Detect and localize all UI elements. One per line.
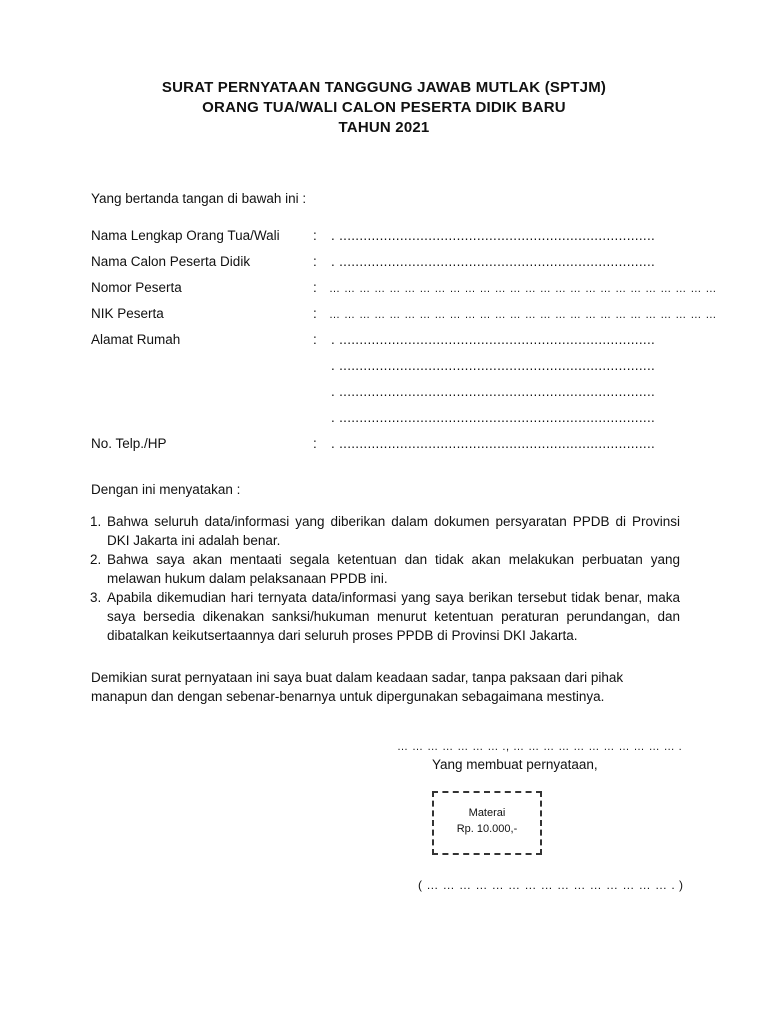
nik-label: NIK Peserta — [91, 306, 164, 321]
address-field-line-2[interactable]: . .............................................................................. — [331, 358, 656, 373]
list-item — [90, 588, 680, 645]
form-row-address-3 — [91, 384, 691, 404]
participant-number-label: Nomor Peserta — [91, 280, 182, 295]
phone-field[interactable]: . .............................................................................. — [331, 436, 656, 451]
colon: : — [313, 228, 317, 243]
parent-name-label: Nama Lengkap Orang Tua/Wali — [91, 228, 280, 243]
title-line-3: TAHUN 2021 — [338, 119, 430, 136]
form-row-participant-number — [91, 280, 717, 300]
form-row-phone — [91, 436, 691, 456]
address-label: Alamat Rumah — [91, 332, 181, 347]
form-row-address — [91, 332, 691, 352]
colon: : — [313, 254, 317, 269]
title-line-2: ORANG TUA/WALI CALON PESERTA DIDIK BARU — [202, 99, 566, 116]
list-item — [90, 512, 680, 550]
colon: : — [313, 306, 317, 321]
closing-paragraph: Demikian surat pernyataan ini saya buat dalam keadaan sadar, tanpa paksaan dari pihak manapun dan dengan sebenar-benarnya untuk dipergunakan sebagaimana mestinya. — [91, 670, 624, 704]
colon: : — [313, 436, 317, 451]
address-field-line-3[interactable]: . .............................................................................. — [331, 384, 656, 399]
stamp-label-line-2: Rp. 10.000,- — [456, 823, 518, 835]
place-date-field[interactable]: … … … … … … … ., … … … … … … … … … … … . — [397, 741, 683, 753]
list-item-text: Bahwa saya akan mentaati segala ketentuan dan tidak akan melakukan perbuatan yang melawan hukum dalam pelaksanaan PPDB ini. — [107, 552, 680, 586]
list-item-text: Bahwa seluruh data/informasi yang diberikan dalam dokumen persyaratan PPDB di Provinsi DKI Jakarta ini adalah benar. — [107, 514, 680, 548]
phone-label: No. Telp./HP — [91, 436, 167, 451]
intro-text: Yang bertanda tangan di bawah ini : — [91, 191, 307, 206]
form-row-student-name — [91, 254, 691, 274]
address-field-line-4[interactable]: . .............................................................................. — [331, 410, 656, 425]
form-row-address-4 — [91, 410, 691, 430]
signature-name-field[interactable]: ( … … … … … … … … … … … … … … … . ) — [418, 878, 684, 892]
form-row-address-2 — [91, 358, 691, 378]
list-item-number: 1. — [90, 514, 102, 529]
signer-label: Yang membuat pernyataan, — [432, 757, 598, 772]
stamp-label — [432, 805, 542, 837]
list-item-number: 3. — [90, 590, 102, 605]
form-row-parent-name — [91, 228, 691, 248]
declaration-heading: Dengan ini menyatakan : — [91, 482, 241, 497]
student-name-label: Nama Calon Peserta Didik — [91, 254, 251, 269]
declaration-list — [90, 512, 680, 645]
nik-field[interactable]: … … … … … … … … … … … … … … … … … … … … … … … … … … — [329, 309, 717, 321]
list-item-text: Apabila dikemudian hari ternyata data/informasi yang saya berikan tersebut tidak benar, maka saya bersedia dikenakan sanksi/hukuman menurut ketentuan peraturan perundangan, dan dibatalkan keikutsertaannya dari seluruh proses PPDB di Provinsi DKI Jakarta. — [107, 590, 680, 643]
stamp-label-line-1: Materai — [468, 807, 506, 819]
title-line-1: SURAT PERNYATAAN TANGGUNG JAWAB MUTLAK (SPTJM) — [161, 79, 607, 96]
form-row-nik — [91, 306, 717, 326]
document-title — [0, 78, 768, 138]
student-name-field[interactable]: . .............................................................................. — [331, 254, 656, 269]
colon: : — [313, 280, 317, 295]
parent-name-field[interactable]: . .............................................................................. — [331, 228, 656, 243]
colon: : — [313, 332, 317, 347]
list-item — [90, 550, 680, 588]
participant-number-field[interactable]: … … … … … … … … … … … … … … … … … … … … … … … … … … — [329, 283, 717, 295]
list-item-number: 2. — [90, 552, 102, 567]
address-field-line-1[interactable]: . .............................................................................. — [331, 332, 656, 347]
